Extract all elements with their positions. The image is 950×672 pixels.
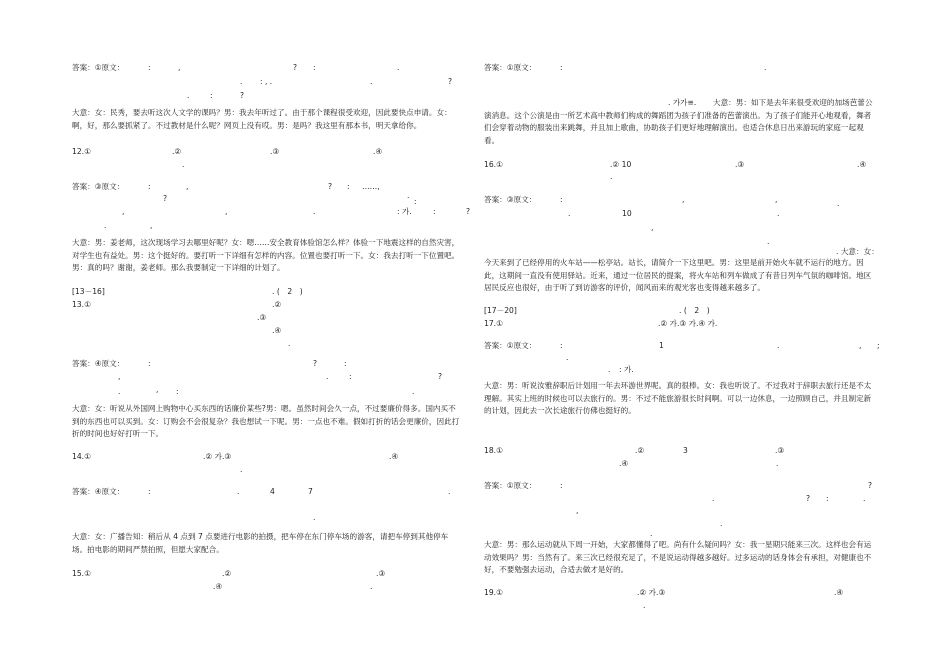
text-fragment: .	[777, 209, 780, 218]
text-fragment: 10	[622, 209, 632, 218]
text-fragment: :	[560, 63, 563, 72]
summary-paragraph: 大意：男：那么运动就从下周一开始，大家都懂得了吧。尚有什么疑问吗？女：我一星期只能来三次。这样也会有运动效果吗？男：当然有了。来三次已经很充足了，不是说运动得越多越好。过多运动的话身体会有承担，对健康也不好，不要勉强去运动，合适去做才是好的。	[484, 540, 872, 574]
answer-label: 答案：①原文：	[72, 63, 125, 72]
text-fragment: :	[148, 182, 151, 191]
text-fragment: ,	[576, 506, 579, 515]
answer-label: 答案：④原文：	[72, 359, 125, 368]
text-fragment: .	[650, 529, 653, 538]
text-fragment: . 가가≡.	[668, 98, 697, 107]
summary-paragraph: 大意：女：广播告知：稍后从 4 点到 7 点要进行电影的拍摄，把车停在东门停车场的游客，请把车停到其他停车场。拍电影的期间严禁拍照，但愿大家配合。	[72, 532, 449, 554]
question-number: 19.①	[484, 588, 503, 597]
option-marker: .②	[222, 569, 232, 578]
summary-paragraph: 大意：男：姜老师，这次现场学习去哪里好呢？女：嗯……安全教育体验馆怎么样？体验一下地震这样的自然灾害，对学生也有益处。男：这个挺好的。要打听一下详细有怎样的内容。位置也要打听一下。女：我去打听一下位置吧。男：真的吗？谢谢，姜老师。那么我要制定一下详细的计划了。	[72, 238, 460, 272]
text-fragment: ,	[178, 63, 181, 72]
text-fragment: .	[182, 160, 185, 169]
text-fragment: :	[560, 195, 563, 204]
text-fragment: .	[397, 63, 400, 72]
text-fragment: :	[313, 63, 316, 72]
text-fragment: .	[237, 487, 240, 496]
text-fragment: ?	[466, 207, 471, 216]
summary-paragraph: 今天来到了已经停用的火车站——松亭站。站长，请简介一下这里吧。男：这里是前开始火车就不运行的地方。因此，这期间一直没有使用驿站。近来，通过一位居民的提案，将火车站和列车做成了有昔日列车气氛的咖啡馆。地区居民反应也很好，由于听了到访游客的评价，闻风而来的观光客也变得越来越多了。	[484, 258, 872, 292]
text-fragment: .	[837, 199, 840, 208]
text-fragment: ?	[868, 481, 873, 490]
option-marker: .③	[270, 147, 280, 156]
answer-label: 答案：①原文：	[484, 481, 537, 490]
text-fragment: 7	[308, 487, 313, 496]
text-fragment: .	[776, 459, 779, 468]
text-fragment: .	[566, 353, 569, 362]
text-fragment: 4	[270, 487, 275, 496]
summary-paragraph: 大意：男：听说汝雅辞职后计划用一年去环游世界呢。真的很棒。女：我也听说了。不过我对于辞职去旅行还是不太理解。其实上班的时候也可以去旅行的。男：不过不能旅游很长时间啊。可以一边休息，一边照顾自己，并且制定新的计划，因此去一次长途旅行仿佛也挺好的。	[484, 381, 872, 415]
option-marker: .④	[389, 452, 399, 461]
text-fragment: .	[448, 487, 451, 496]
text-fragment: ,	[150, 221, 153, 230]
text-fragment: :	[210, 91, 213, 100]
answer-label: 答案：③原文：	[484, 195, 537, 204]
option-marker: .③	[376, 569, 386, 578]
text-fragment: .	[370, 77, 373, 86]
text-fragment: .	[764, 63, 767, 72]
text-fragment: .	[610, 172, 613, 181]
text-fragment: : 가.	[619, 365, 634, 374]
text-fragment: 1	[659, 341, 664, 350]
text-fragment: .	[643, 601, 646, 610]
text-fragment: :	[560, 481, 563, 490]
option-marker: .④	[619, 459, 629, 468]
text-fragment: .	[104, 221, 107, 230]
question-number: 15.①	[72, 569, 91, 578]
option-marker: .④	[857, 160, 867, 169]
text-fragment: :	[560, 341, 563, 350]
text-fragment: .	[712, 494, 715, 503]
text-fragment: ,	[186, 182, 189, 191]
text-fragment: ,	[651, 223, 654, 232]
question-number: 14.①	[72, 452, 91, 461]
question-number: 17.①	[484, 319, 503, 328]
text-fragment: .	[767, 237, 770, 246]
text-fragment: .	[568, 209, 571, 218]
text-fragment: ?	[163, 194, 168, 203]
text-fragment: :	[148, 487, 151, 496]
section-range: [17－20]	[484, 306, 517, 315]
option-marker: .②	[172, 147, 182, 156]
text-fragment: ?	[806, 494, 811, 503]
text-fragment: .	[720, 519, 723, 528]
text-fragment: :	[176, 387, 179, 396]
text-fragment: .	[412, 387, 415, 396]
text-fragment: :	[347, 182, 350, 191]
summary-paragraph: 大意：女：民秀，要去听这次人文学的课吗？男：我去年听过了。由于那个课程很受欢迎，因此要快点申请。女：啊，好，那么要抓紧了。不过教材是什么呢？网页上没有哎。男：是吗？我这里有那本书，明天拿给你。	[72, 108, 452, 130]
text-fragment: .	[118, 387, 121, 396]
text-fragment: .	[313, 513, 316, 522]
answer-label: 答案：④原文：	[72, 487, 125, 496]
text-fragment: ,	[225, 207, 228, 216]
option-marker: .④	[834, 588, 844, 597]
text-fragment: .	[313, 207, 316, 216]
text-fragment: : 가.	[397, 207, 412, 216]
text-fragment: ?	[448, 77, 453, 86]
option-marker: .③	[735, 160, 745, 169]
text-fragment: :	[414, 197, 417, 206]
option-marker: 3	[683, 446, 688, 455]
option-marker: .②	[272, 300, 282, 309]
text-fragment: ……,	[362, 182, 380, 191]
answer-label: 答案：①原文：	[484, 341, 537, 350]
text-fragment: :	[148, 63, 151, 72]
text-fragment: ,	[775, 195, 778, 204]
question-number: 13.①	[72, 300, 91, 309]
option-marker: .② 10	[610, 160, 632, 169]
section-range: [13－16]	[72, 287, 105, 296]
text-fragment: .	[407, 191, 410, 200]
text-fragment: : , .	[260, 77, 273, 86]
text-fragment: .	[777, 341, 780, 350]
text-fragment: :	[344, 359, 347, 368]
summary-paragraph: 大意：女：听说从外国网上购物中心买东西的话廉价某些?男：嗯。虽然时间会久一点，不过要廉价得多。国内买不到的东西也可以买到。女：订购会不会很复杂？我也想试一下呢。男：一点也不难。假如打折的话会更廉价，因此打折的时间也好好打听一下。	[72, 404, 460, 438]
option-marker: .②	[635, 446, 645, 455]
option-marker: .④	[213, 582, 223, 591]
text-fragment: ,	[118, 372, 121, 381]
answer-label: 答案：③原文：	[72, 182, 125, 191]
option-marker: .② 가.③	[637, 588, 666, 597]
text-fragment: .	[240, 465, 243, 474]
text-fragment: :	[148, 359, 151, 368]
text-fragment: ?	[240, 91, 245, 100]
text-fragment: ?	[438, 372, 443, 381]
option-marker: .④	[272, 326, 282, 335]
text-fragment: .	[288, 339, 291, 348]
question-number: 12.①	[72, 147, 91, 156]
summary-paragraph: 大意：男：如下是去年来很受欢迎的加场芭蕾公演消息。这个公演是由一所艺术高中教师们构成的舞蹈团为孩子们准备的芭蕾演出。为了孩子们能开心地观看，舞者们会穿着动物的服装出来跳舞，并且加上歌曲，协助孩子们更好地理解演出。也适合休息日出来游玩的家庭一起观看。	[484, 98, 873, 145]
text-fragment: ?	[293, 63, 298, 72]
text-fragment: .	[187, 91, 190, 100]
section-score: . ( 2 )	[679, 306, 710, 315]
option-marker: .③	[775, 446, 785, 455]
text-fragment: ,	[156, 385, 159, 394]
text-fragment: :	[349, 372, 352, 381]
text-fragment: .	[326, 372, 329, 381]
option-marker: .④	[373, 147, 383, 156]
text-fragment: ?	[328, 182, 333, 191]
text-fragment: :	[433, 207, 436, 216]
text-fragment: .	[240, 77, 243, 86]
option-marker: .② 가.③	[203, 452, 232, 461]
text-fragment: . 大意：女：	[836, 247, 879, 256]
question-number: 18.①	[484, 446, 503, 455]
text-fragment: .	[608, 365, 611, 374]
text-fragment: .	[863, 494, 866, 503]
text-fragment: ,	[682, 195, 685, 204]
text-fragment: ;	[877, 341, 880, 350]
answer-label: 答案：①原文：	[484, 63, 537, 72]
text-fragment: ?	[313, 359, 318, 368]
question-number: 16.①	[484, 160, 503, 169]
option-marker: .② 가.③ 가.④ 가.	[658, 319, 718, 328]
option-marker: .③	[257, 313, 267, 322]
text-fragment: ,	[122, 207, 125, 216]
text-fragment: :	[826, 494, 829, 503]
text-fragment: .	[370, 582, 373, 591]
text-fragment: ,	[859, 341, 862, 350]
section-score: . ( 2 )	[272, 287, 303, 296]
